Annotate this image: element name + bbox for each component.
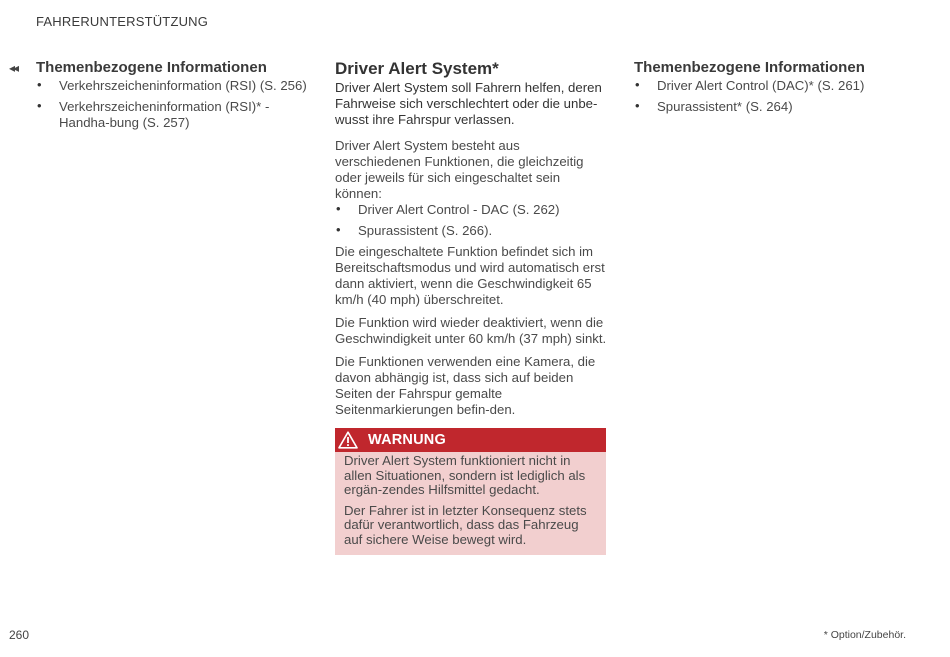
function-list xyxy=(335,202,607,239)
related-link[interactable] xyxy=(634,78,914,94)
deactivation-paragraph: Die Funktion wird wieder deaktiviert, wenn die Geschwindigkeit unter 60 km/h (37 mph) sinkt. xyxy=(335,315,607,346)
bullet-icon: • xyxy=(635,77,640,92)
related-links-right xyxy=(634,78,914,115)
bullet-icon: • xyxy=(336,201,341,216)
related-links-left xyxy=(36,78,311,131)
function-link[interactable] xyxy=(335,202,607,218)
related-link-text: Verkehrszeicheninformation (RSI) (S. 256) xyxy=(59,78,307,93)
page-number: 260 xyxy=(9,628,30,642)
function-link-text: Driver Alert Control - DAC (S. 262) xyxy=(358,202,560,217)
camera-paragraph: Die Funktionen verwenden eine Kamera, die davon abhängig ist, dass sich auf beiden Seiten der Fahrspur gemalte Seitenmarkierungen befin-den. xyxy=(335,354,596,417)
section-title: Driver Alert System* xyxy=(335,59,499,78)
bullet-icon: • xyxy=(37,77,42,92)
warning-header xyxy=(335,428,606,452)
main-column xyxy=(335,58,607,555)
warning-text: Der Fahrer ist in letzter Konsequenz stets dafür verantwortlich, dass das Fahrzeug auf sichere Weise bewegt wird. xyxy=(344,502,587,547)
related-info-heading-left: Themenbezogene Informationen xyxy=(36,59,267,76)
footnote: * Option/Zubehör. xyxy=(823,629,906,641)
warning-body xyxy=(335,452,606,555)
right-column xyxy=(634,58,914,120)
bullet-icon: • xyxy=(635,98,640,113)
related-link[interactable] xyxy=(36,78,311,94)
function-link-text: Spurassistent (S. 266). xyxy=(358,223,493,238)
warning-text: Driver Alert System funktioniert nicht in allen Situationen, sondern ist lediglich als ergän-zendes Hilfsmittel gedacht. xyxy=(344,453,586,497)
standby-paragraph: Die eingeschaltete Funktion befindet sich im Bereitschaftsmodus und wird automatisch erst dann aktiviert, wenn die Geschwindigkeit 65 km/h (40 mph) überschreitet. xyxy=(335,244,605,307)
page-header-title: FAHRERUNTERSTÜTZUNG xyxy=(36,14,209,29)
related-link-text: Verkehrszeicheninformation (RSI)* - Handha-bung (S. 257) xyxy=(59,99,270,130)
related-link-text: Driver Alert Control (DAC)* (S. 261) xyxy=(657,78,865,93)
back-arrows-icon[interactable]: ◂◂ xyxy=(9,61,18,75)
warning-title: WARNUNG xyxy=(368,432,446,448)
function-link[interactable] xyxy=(335,223,607,239)
warning-triangle-icon xyxy=(338,431,358,449)
related-info-heading-right: Themenbezogene Informationen xyxy=(634,59,865,76)
related-link[interactable] xyxy=(36,99,311,131)
warning-box xyxy=(335,428,606,555)
bullet-icon: • xyxy=(37,98,42,113)
intro-paragraph: Driver Alert System besteht aus verschiedenen Funktionen, die gleichzeitig oder jeweils für sich eingeschaltet sein können: xyxy=(335,138,584,201)
related-link-text: Spurassistent* (S. 264) xyxy=(657,99,793,114)
bullet-icon: • xyxy=(336,222,341,237)
left-column xyxy=(36,58,311,136)
related-link[interactable] xyxy=(634,99,914,115)
lead-paragraph: Driver Alert System soll Fahrern helfen, deren Fahrweise sich verschlechtert oder die unbe-wusst ihre Fahrspur verlassen. xyxy=(335,80,602,127)
